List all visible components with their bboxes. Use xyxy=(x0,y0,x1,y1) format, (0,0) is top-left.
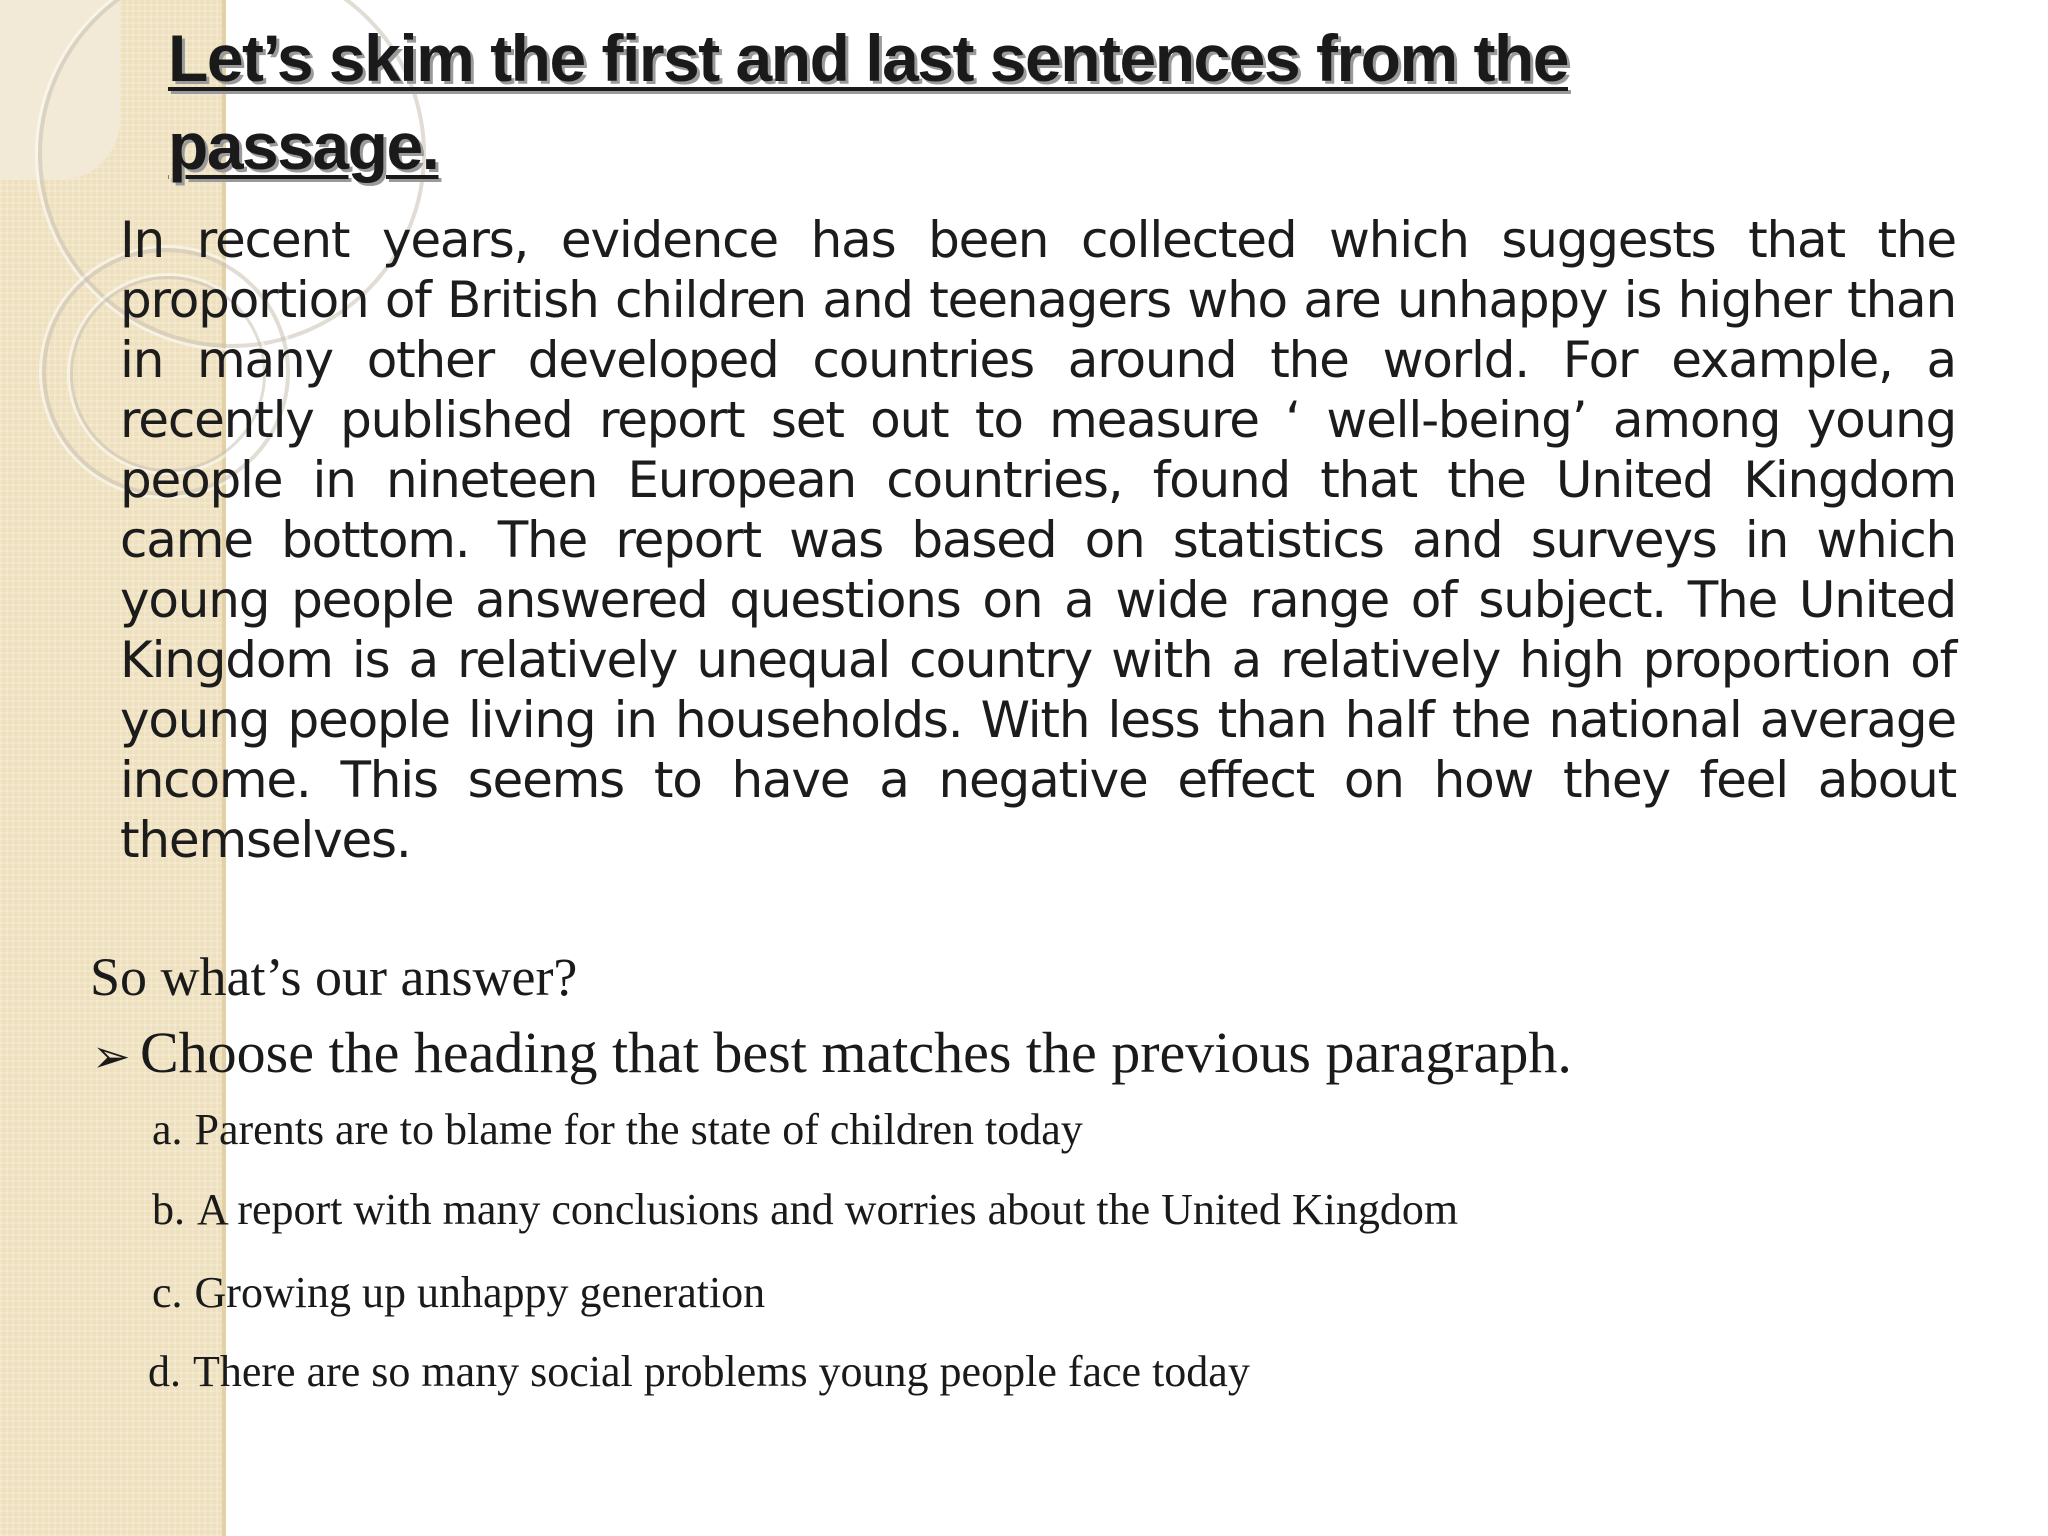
option-letter: a. xyxy=(152,1105,183,1154)
question-prompt: So what’s our answer? xyxy=(90,947,578,1007)
option-a[interactable] xyxy=(152,1102,1083,1158)
option-b[interactable] xyxy=(152,1182,1458,1238)
instruction-text: Choose the heading that best matches the previous paragraph. xyxy=(140,1020,1572,1085)
instruction xyxy=(92,1018,1572,1091)
option-text: A report with many conclusions and worries about the United Kingdom xyxy=(197,1185,1459,1234)
reading-passage: In recent years, evidence has been collected which suggests that the proportion of British children and teenagers who are unhappy is higher than in many other developed countries around the world. For example, a recently published report set out to measure ‘ well-being’ among young people in nineteen European countries, found that the United Kingdom came bottom. The report was based on statistics and surveys in which young people answered questions on a wide range of subject. The United Kingdom is a relatively unequal country with a relatively high proportion of young people living in households. With less than half the national average income. This seems to have a negative effect on how they feel about themselves. xyxy=(120,211,1956,869)
option-text: Growing up unhappy generation xyxy=(194,1268,766,1317)
option-letter: b. xyxy=(152,1185,185,1234)
option-letter: d. xyxy=(148,1347,181,1396)
option-d[interactable] xyxy=(148,1344,1250,1400)
option-letter: c. xyxy=(152,1268,183,1317)
option-c[interactable] xyxy=(152,1265,765,1321)
slide-title: Let’s skim the first and last sentences from the passage. xyxy=(168,21,1568,183)
arrow-bullet-icon: ➢ xyxy=(92,1029,131,1083)
option-text: There are so many social problems young people face today xyxy=(193,1347,1250,1396)
option-text: Parents are to blame for the state of children today xyxy=(194,1105,1083,1154)
